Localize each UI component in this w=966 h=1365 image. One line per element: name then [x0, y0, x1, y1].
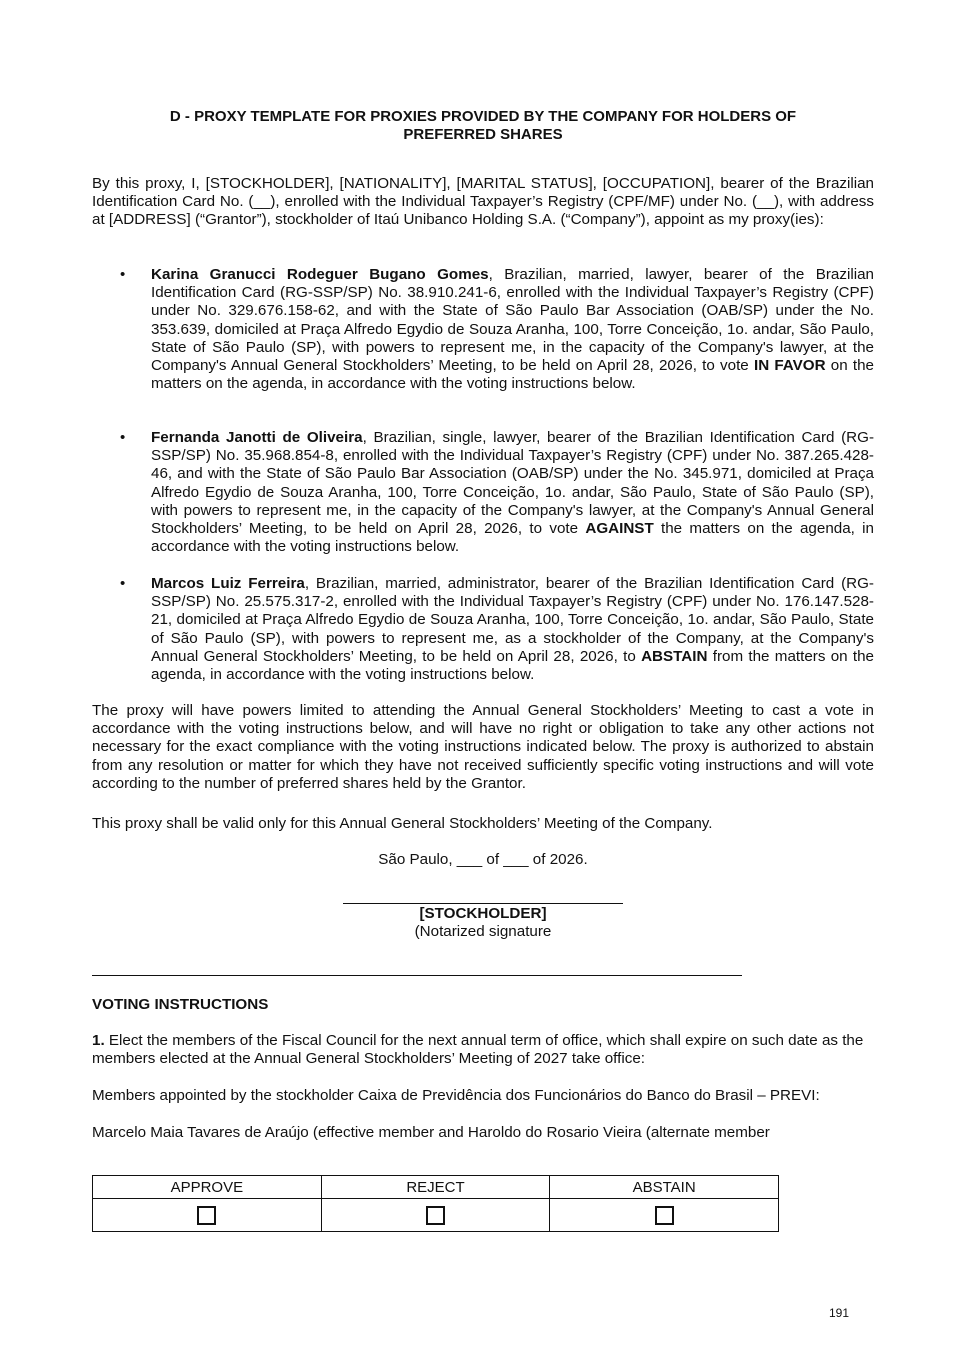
voting-instructions-heading: VOTING INSTRUCTIONS: [92, 996, 269, 1013]
proxy-details: , Brazilian, single, lawyer, bearer of the Brazilian Identification Card (RG-SSP/SP) No. 35.968.854-8, enrolled with the Individual Taxpayer’s Registry (CPF) under No. 387.265.428-46, and with the State of São Paulo Bar Association (OAB/SP) under the No. 345.971, domiciled at Praça Alfredo Egydio de Souza Aranha, 100, Torre Conceição, 1o. andar, São Paulo, State of São Paulo (SP), with powers to represent me, in the capacity of the Company's lawyer, at the Company's Annual General Stockholders’ Meeting, to be held on April 28, 2026, to vote: [151, 429, 874, 538]
item-1-paragraph: [92, 1032, 874, 1068]
approve-cell: [93, 1199, 322, 1232]
title-line-1: D - PROXY TEMPLATE FOR PROXIES PROVIDED BY THE COMPANY FOR HOLDERS OF: [169, 108, 797, 125]
proxy-vote: IN FAVOR: [753, 357, 826, 375]
proxy-details: , Brazilian, married, lawyer, bearer of the Brazilian Identification Card (RG-SSP/SP) No. 38.910.241-6, enrolled with the Individual Taxpayer’s Registry (CPF) under No. 329.676.158-62, and with the State of São Paulo Bar Association (OAB/SP) under the No. 353.639, domiciled at Praça Alfredo Egydio de Souza Aranha, 100, Torre Conceição, 1o. andar, São Paulo, State of São Paulo (SP), with powers to represent me, in the capacity of the Company's lawyer, at the Company's Annual General Stockholders’ Meeting, to be held on April 28, 2026, to vote: [151, 266, 874, 375]
section-divider: [92, 975, 742, 976]
proxy-details: , Brazilian, married, administrator, bearer of the Brazilian Identification Card (RG-SSP/SP) No. 25.575.317-2, enrolled with the Individual Taxpayer’s Registry (CPF) under No. 176.147.528-21, domiciled at Praça Alfredo Egydio de Souza Aranha, 100, Torre Conceição, 1o. andar, São Paulo, State of São Paulo (SP), with powers to represent me, as a stockholder of the Company, at the Company's Annual General Stockholders’ Meeting, to be held on April 28, 2026, to: [151, 575, 874, 665]
proxy-item-3: [151, 575, 874, 684]
proxy-vote: ABSTAIN: [641, 647, 708, 665]
abstain-checkbox[interactable]: [655, 1206, 674, 1225]
signature-name: [STOCKHOLDER]: [419, 905, 547, 922]
members-line: Members appointed by the stockholder Caixa de Previdência dos Funcionários do Banco do Brasil – PREVI:: [92, 1087, 820, 1104]
signature-note: (Notarized signature: [414, 923, 552, 940]
reject-cell: [321, 1199, 550, 1232]
validity-paragraph: This proxy shall be valid only for this Annual General Stockholders’ Meeting of the Company.: [92, 815, 713, 832]
proxy-name: Karina Granucci Rodeguer Bugano Gomes: [151, 266, 489, 283]
proxy-details-end: the matters on the agenda, in accordance with the voting instructions below.: [151, 520, 874, 556]
vote-table: [92, 1175, 779, 1232]
powers-paragraph: The proxy will have powers limited to attending the Annual General Stockholders’ Meeting to cast a vote in accordance with the voting instructions below, and will have no right or obligation to take any other actions not necessary for the exact compliance with the voting instructions indicated below. The proxy is authorized to abstain from any resolution or matter for which they have not received sufficiently specific voting instructions and will vote according to the number of preferred shares held by the Grantor.: [92, 702, 874, 792]
candidates-line: Marcelo Maia Tavares de Araújo (effective member and Haroldo do Rosario Vieira (alternate member: [92, 1124, 770, 1141]
page-title: [130, 108, 836, 144]
vote-checkbox-row: [93, 1199, 779, 1232]
proxy-item-1: [151, 266, 874, 393]
bullet-icon: •: [120, 266, 126, 283]
intro-paragraph: By this proxy, I, [STOCKHOLDER], [NATIONALITY], [MARITAL STATUS], [OCCUPATION], bearer of the Brazilian Identification Card No. (__), enrolled with the Individual Taxpayer’s Registry (CPF/MF) under No. (__), with address at [ADDRESS] (“Grantor”), stockholder of Itaú Unibanco Holding S.A. (“Company”), appoint as my proxy(ies):: [92, 175, 874, 229]
bullet-icon: •: [120, 429, 126, 446]
approve-checkbox[interactable]: [197, 1206, 216, 1225]
vote-header-row: [93, 1176, 779, 1199]
reject-checkbox[interactable]: [426, 1206, 445, 1225]
proxy-item-2: [151, 429, 874, 556]
signature-line: [343, 903, 623, 904]
proxy-name: Marcos Luiz Ferreira: [151, 575, 305, 592]
bullet-icon: •: [120, 575, 126, 592]
abstain-label: ABSTAIN: [550, 1176, 779, 1199]
date-line: São Paulo, ___ of ___ of 2026.: [378, 851, 588, 868]
title-line-2: PREFERRED SHARES: [403, 126, 563, 143]
approve-label: APPROVE: [93, 1176, 322, 1199]
proxy-details-end: from the matters on the agenda, in accordance with the voting instructions below.: [151, 647, 874, 684]
proxy-name: Fernanda Janotti de Oliveira: [151, 429, 363, 446]
page-number: 191: [829, 1306, 850, 1320]
item-number: 1.: [92, 1032, 105, 1049]
proxy-details-end: on the matters on the agenda, in accordance with the voting instructions below.: [151, 357, 874, 393]
proxy-vote: AGAINST: [585, 520, 654, 538]
item-text: Elect the members of the Fiscal Council for the next annual term of office, which shall expire on such date as the members elected at the Annual General Stockholders’ Meeting of 2027 take office:: [92, 1032, 864, 1068]
abstain-cell: [550, 1199, 779, 1232]
reject-label: REJECT: [321, 1176, 550, 1199]
